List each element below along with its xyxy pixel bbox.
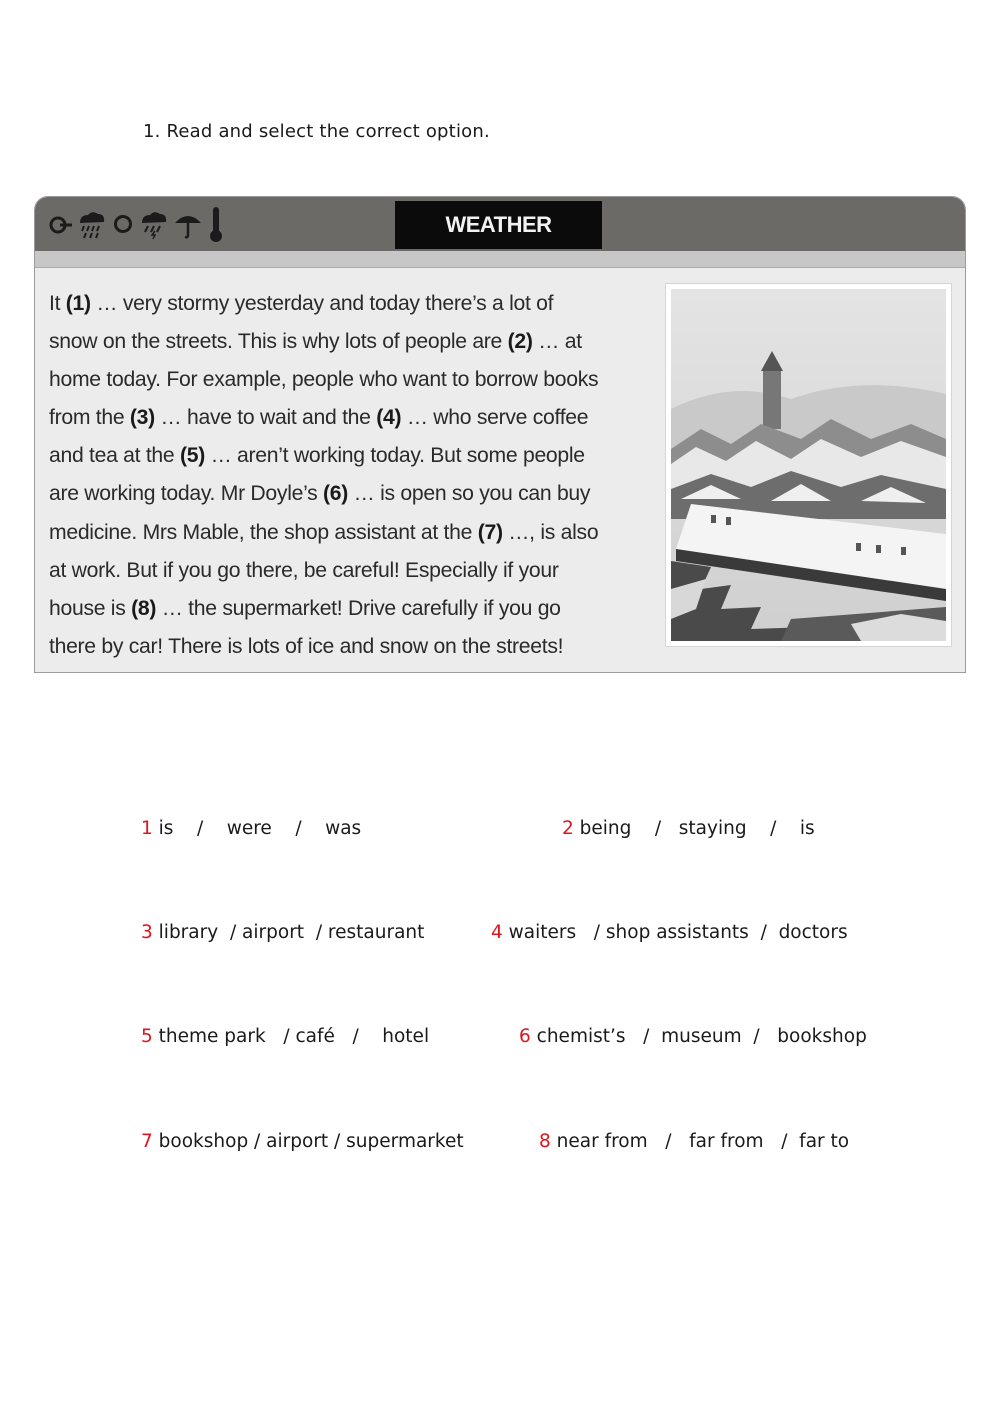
option-6[interactable]	[519, 1026, 867, 1047]
article-text-run: … at	[532, 329, 582, 354]
option-choices: being / staying / is	[573, 818, 815, 839]
option-choices: is / were / was	[152, 818, 362, 839]
snowy-town-photo	[666, 284, 951, 646]
article-text	[49, 284, 652, 665]
article-text-run: … aren’t working today. But some people	[204, 443, 585, 468]
article-title-box	[395, 201, 602, 249]
option-1[interactable]	[141, 818, 361, 839]
article-title: WEATHER	[445, 212, 552, 237]
article-line	[49, 474, 652, 512]
sun-circle-icon	[111, 209, 135, 239]
article-text-run: medicine. Mrs Mable, the shop assistant at the	[49, 519, 478, 544]
article-line	[49, 627, 652, 665]
article-text-run: home today. For example, people who want to borrow books	[49, 367, 599, 392]
blank-marker: (6)	[323, 481, 349, 506]
option-choices: theme park / café / hotel	[152, 1026, 430, 1047]
article-text-run: … is open so you can buy	[348, 481, 591, 506]
option-number: 8	[539, 1131, 551, 1152]
option-choices: waiters / shop assistants / doctors	[502, 922, 848, 943]
option-number: 3	[141, 922, 153, 943]
thermometer-icon	[207, 204, 225, 244]
rain-cloud-icon	[77, 209, 107, 239]
article-text-run: … have to wait and the	[154, 405, 377, 430]
option-4[interactable]	[491, 922, 848, 943]
option-number: 7	[141, 1131, 153, 1152]
article-text-run: … very stormy yesterday and today there’s a lot of	[90, 291, 554, 315]
article-line	[49, 284, 652, 322]
option-number: 6	[519, 1026, 531, 1047]
option-number: 5	[141, 1026, 153, 1047]
snowy-town-photo-image	[671, 289, 946, 641]
option-choices: library / airport / restaurant	[152, 922, 425, 943]
article-line	[49, 513, 652, 551]
article-text-run: …, is also	[502, 519, 599, 544]
option-choices: bookshop / airport / supermarket	[152, 1131, 464, 1152]
article-header-bar	[35, 197, 965, 251]
article-text-run: at work. But if you go there, be careful! Especially if your	[49, 557, 559, 582]
article-text-run: house is	[49, 595, 132, 620]
option-5[interactable]	[141, 1026, 429, 1047]
article-text-run: and tea at the	[49, 443, 180, 468]
article-text-run: there by car! There is lots of ice and snow on the streets!	[49, 633, 564, 658]
article-line	[49, 436, 652, 474]
article-text-run: … the supermarket! Drive carefully if you go	[156, 595, 561, 620]
article-line	[49, 398, 652, 436]
blank-marker: (3)	[129, 405, 155, 430]
blank-marker: (5)	[179, 443, 205, 468]
blank-marker: (7)	[477, 519, 503, 544]
blank-marker: (1)	[65, 291, 91, 315]
article-text-run: snow on the streets. This is why lots of people are	[49, 329, 508, 354]
article-text-run: from the	[49, 405, 130, 430]
weather-article-panel	[34, 196, 966, 673]
option-choices: chemist’s / museum / bookshop	[530, 1026, 867, 1047]
blank-marker: (8)	[131, 595, 157, 620]
article-text-run: It	[49, 291, 66, 315]
article-line	[49, 322, 652, 360]
article-line	[49, 360, 652, 398]
weather-icon-strip	[47, 203, 225, 245]
option-number: 1	[141, 818, 153, 839]
instruction-text: 1. Read and select the correct option.	[143, 121, 490, 142]
option-number: 4	[491, 922, 503, 943]
option-number: 2	[562, 818, 574, 839]
article-line	[49, 589, 652, 627]
arrow-circle-icon	[47, 209, 73, 239]
article-text-run: are working today. Mr Doyle’s	[49, 481, 324, 506]
header-divider-strip	[35, 251, 965, 268]
article-text-run: … who serve coffee	[401, 405, 589, 430]
option-2[interactable]	[562, 818, 815, 839]
option-choices: near from / far from / far to	[550, 1131, 850, 1152]
option-3[interactable]	[141, 922, 424, 943]
article-line	[49, 551, 652, 589]
blank-marker: (4)	[376, 405, 402, 430]
umbrella-icon	[173, 209, 203, 239]
storm-cloud-icon	[139, 209, 169, 239]
option-7[interactable]	[141, 1131, 464, 1152]
blank-marker: (2)	[507, 329, 533, 354]
option-8[interactable]	[539, 1131, 849, 1152]
